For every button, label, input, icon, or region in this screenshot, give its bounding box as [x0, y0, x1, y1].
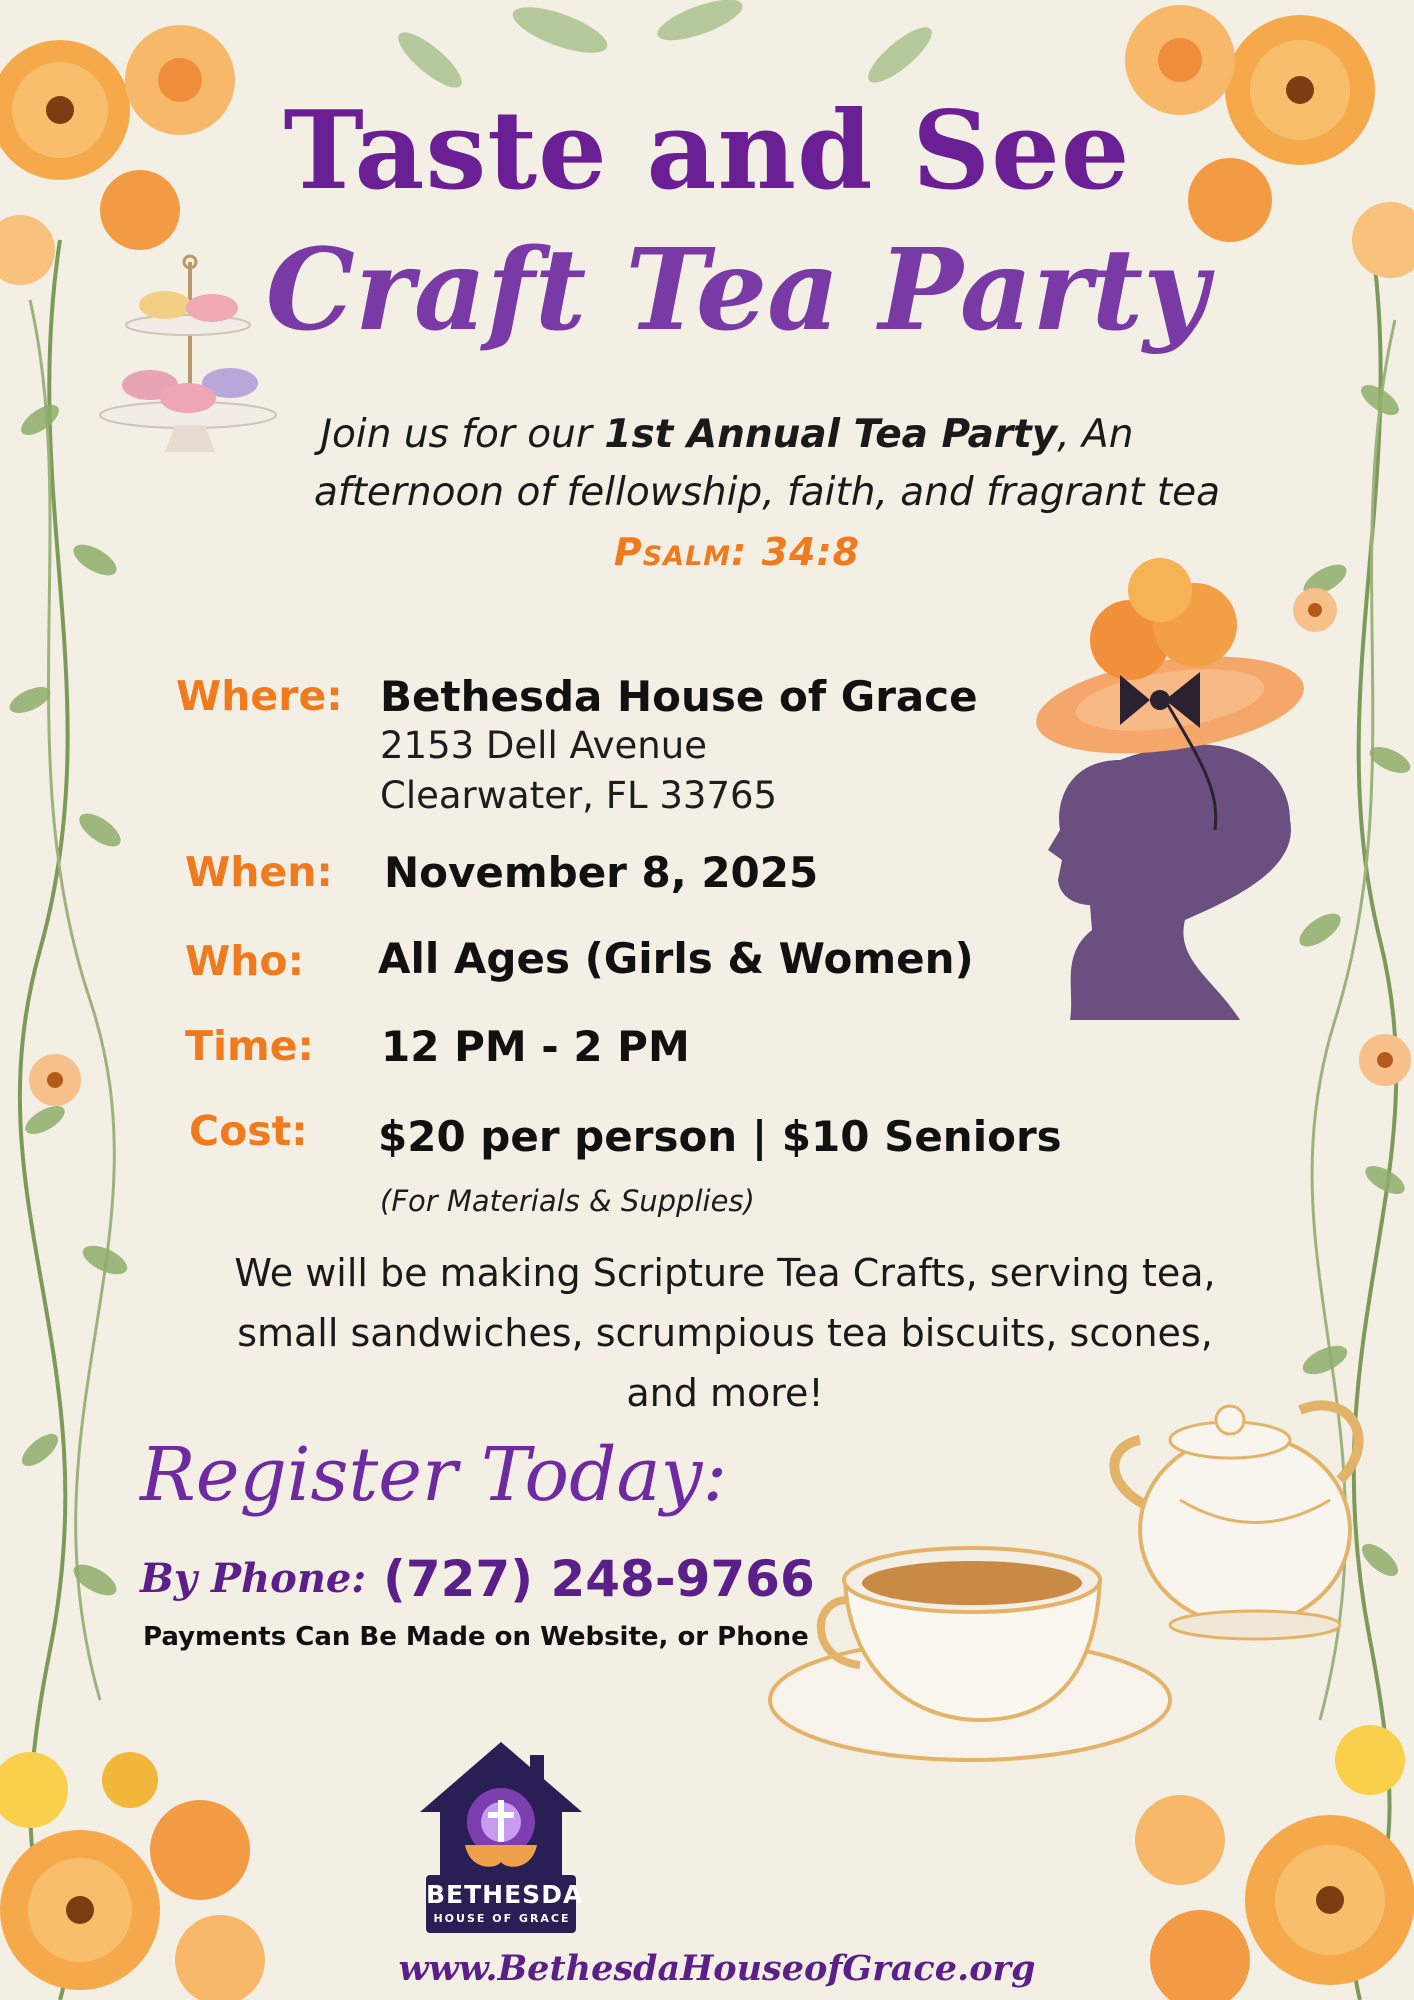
phone-label: By Phone:: [140, 1555, 367, 1602]
register-heading: Register Today:: [140, 1432, 728, 1518]
who-label: Who:: [185, 937, 304, 985]
time-label: Time:: [185, 1022, 314, 1070]
website-link[interactable]: www.BethesdaHouseofGrace.org: [398, 1948, 1036, 1989]
when-label: When:: [185, 848, 333, 896]
event-subtitle: Craft Tea Party: [265, 225, 1209, 356]
phone-number[interactable]: (727) 248-9766: [383, 1550, 815, 1608]
address-line-2: Clearwater, FL 33765: [380, 774, 778, 817]
payments-note: Payments Can Be Made on Website, or Phone: [143, 1622, 809, 1652]
cost-value: $20 per person | $10 Seniors: [378, 1112, 1062, 1161]
description-line-2: small sandwiches, scrumpious tea biscuits, scones,: [237, 1311, 1213, 1355]
time-value: 12 PM - 2 PM: [381, 1022, 690, 1071]
address-line-1: 2153 Dell Avenue: [380, 724, 707, 767]
description-line-1: We will be making Scripture Tea Crafts, serving tea,: [234, 1251, 1216, 1295]
intro-line-2: afternoon of fellowship, faith, and fragrant tea: [313, 470, 1221, 515]
lady-hat-silhouette-icon: [1030, 558, 1310, 1020]
cost-note: (For Materials & Supplies): [380, 1184, 755, 1218]
teapot-icon: [1114, 1405, 1358, 1639]
intro-suffix: , An: [1057, 412, 1134, 457]
cost-label: Cost:: [189, 1107, 308, 1155]
scripture-reference: Psalm: 34:8: [613, 530, 861, 574]
where-value: Bethesda House of Grace: [380, 672, 978, 721]
intro-line-1: [0, 412, 1414, 457]
event-title: Taste and See: [283, 88, 1131, 214]
intro-prefix: Join us for our: [320, 412, 605, 457]
when-value: November 8, 2025: [384, 848, 819, 897]
teacup-icon: [770, 1548, 1170, 1760]
description-line-3: and more!: [626, 1371, 824, 1415]
logo-tagline: HOUSE OF GRACE: [433, 1912, 571, 1925]
who-value: All Ages (Girls & Women): [378, 934, 974, 983]
intro-bold: 1st Annual Tea Party: [604, 412, 1058, 457]
where-label: Where:: [176, 672, 343, 720]
logo-name: BETHESDA: [426, 1880, 584, 1909]
